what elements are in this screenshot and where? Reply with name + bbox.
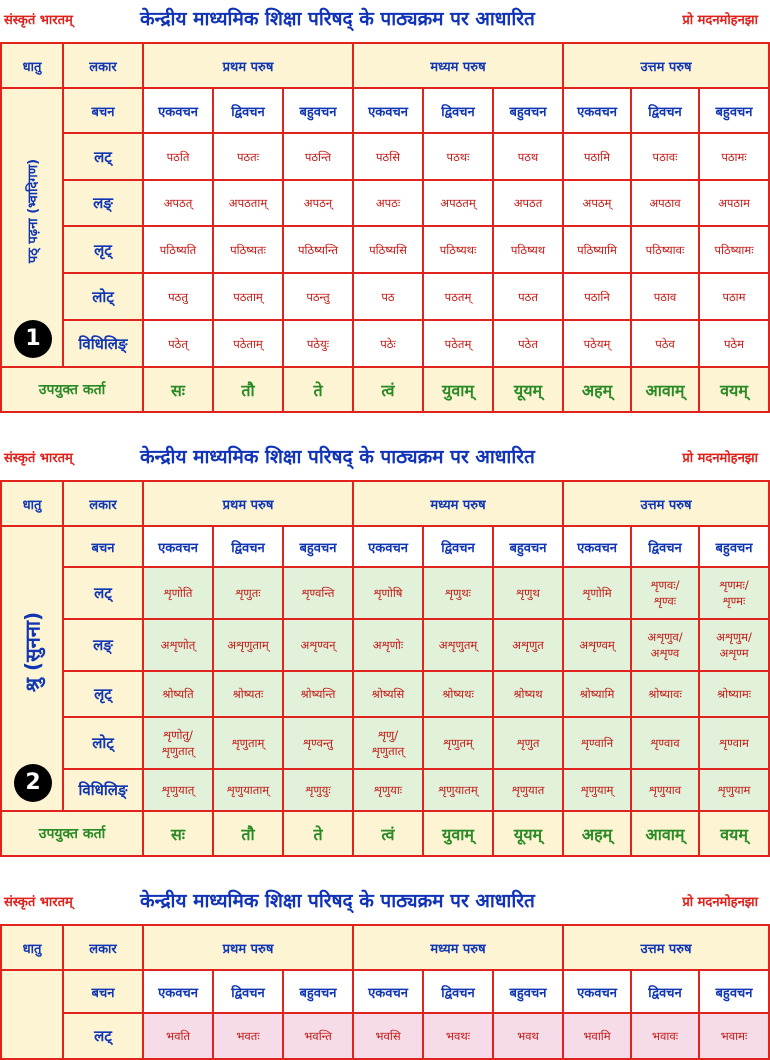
section-3 <box>0 882 768 1060</box>
form-cell: शृणुयाताम् <box>213 769 283 811</box>
form-cell: शृण्वाव <box>631 717 699 769</box>
header-author: प्रो मदनमोहनझा <box>682 895 758 910</box>
form-cell: श्रोष्यति <box>143 671 213 717</box>
lakara-row <box>1 1013 769 1059</box>
vacana-row <box>1 526 769 567</box>
table-number-badge: 2 <box>14 764 52 802</box>
karta-label: उपयुक्त कर्ता <box>1 367 143 412</box>
form-cell: पठेव <box>631 320 699 367</box>
form-cell: शृण्वन्तु <box>283 717 353 769</box>
form-cell: शृणुतम् <box>423 717 493 769</box>
form-cell: पठानि <box>563 273 631 320</box>
form-cell: पठामि <box>563 133 631 180</box>
conjugation-table-2 <box>0 480 770 857</box>
lakara-row <box>1 133 769 180</box>
form-cell: शृणोति <box>143 567 213 619</box>
form-cell: पठेम <box>699 320 769 367</box>
form-cell: पठन्तु <box>283 273 353 320</box>
form-cell: शृणुतः <box>213 567 283 619</box>
form-cell: श्रोष्यामः <box>699 671 769 717</box>
vacana-bahu: बहुवचन <box>699 88 769 133</box>
vacana-eka: एकवचन <box>353 88 423 133</box>
form-cell: पठथः <box>423 133 493 180</box>
purusha-header-row <box>1 925 769 970</box>
vacana-bahu: बहुवचन <box>493 970 563 1013</box>
form-cell: शृणमः/ शृण्मः <box>699 567 769 619</box>
karta-cell: ते <box>283 367 353 412</box>
form-cell: शृण्वाम <box>699 717 769 769</box>
prathama-purusha-header: प्रथम परुष <box>143 925 353 970</box>
vacana-bahu: बहुवचन <box>699 970 769 1013</box>
vacana-dvi: द्विवचन <box>631 970 699 1013</box>
form-cell: पठेः <box>353 320 423 367</box>
karta-cell: तौ <box>213 811 283 856</box>
vacana-dvi: द्विवचन <box>423 970 493 1013</box>
lakara-label: लोट् <box>63 273 143 320</box>
page-header <box>0 0 768 42</box>
form-cell: अपठः <box>353 180 423 226</box>
form-cell: पठेतम् <box>423 320 493 367</box>
karta-row <box>1 367 769 412</box>
page-header <box>0 438 768 480</box>
form-cell: अशृण्वन् <box>283 619 353 671</box>
header-left-title: संस्कृतं भारतम् <box>4 451 73 466</box>
form-cell: शृणोतु/ शृणुतात् <box>143 717 213 769</box>
form-cell: अशृणुम/ अशृण्म <box>699 619 769 671</box>
lakara-row <box>1 671 769 717</box>
purusha-header-row <box>1 481 769 526</box>
lakara-row <box>1 717 769 769</box>
vacana-dvi: द्विवचन <box>423 88 493 133</box>
vacana-bahu: बहुवचन <box>283 88 353 133</box>
lakara-row <box>1 619 769 671</box>
karta-cell: वयम् <box>699 811 769 856</box>
karta-cell: आवाम् <box>631 367 699 412</box>
form-cell: भवसि <box>353 1013 423 1059</box>
lakara-label: लङ् <box>63 619 143 671</box>
form-cell: पठति <box>143 133 213 180</box>
form-cell: पठामः <box>699 133 769 180</box>
form-cell: श्रोष्यन्ति <box>283 671 353 717</box>
vacana-dvi: द्विवचन <box>213 526 283 567</box>
form-cell: पठसि <box>353 133 423 180</box>
form-cell: शृणुथः <box>423 567 493 619</box>
form-cell: शृणुयात <box>493 769 563 811</box>
dhatu-header: धातु <box>1 925 63 970</box>
lakara-label: लृट् <box>63 671 143 717</box>
karta-cell: तौ <box>213 367 283 412</box>
karta-cell: आवाम् <box>631 811 699 856</box>
conjugation-table-1 <box>0 42 770 413</box>
form-cell: पठिष्यावः <box>631 226 699 273</box>
lakara-row <box>1 320 769 367</box>
form-cell: शृणुयाम <box>699 769 769 811</box>
lakara-row <box>1 769 769 811</box>
karta-label: उपयुक्त कर्ता <box>1 811 143 856</box>
header-left-title: संस्कृतं भारतम् <box>4 13 73 28</box>
vacana-dvi: द्विवचन <box>213 88 283 133</box>
form-cell: पठेत् <box>143 320 213 367</box>
form-cell: भवावः <box>631 1013 699 1059</box>
form-cell: अशृणुत <box>493 619 563 671</box>
form-cell: शृणुयातम् <box>423 769 493 811</box>
form-cell: शृणुयुः <box>283 769 353 811</box>
vacana-bahu: बहुवचन <box>283 970 353 1013</box>
conjugation-table-3 <box>0 924 770 1060</box>
form-cell: शृणवः/ शृण्वः <box>631 567 699 619</box>
karta-cell: सः <box>143 367 213 412</box>
uttama-purusha-header: उत्तम परुष <box>563 43 769 88</box>
vacana-eka: एकवचन <box>563 88 631 133</box>
dhatu-label: पठ् पढ़ना (भ्वादिगण) <box>26 158 41 263</box>
madhyama-purusha-header: मध्यम परुष <box>353 481 563 526</box>
vacana-bahu: बहुवचन <box>283 526 353 567</box>
form-cell: पठत <box>493 273 563 320</box>
karta-cell: त्वं <box>353 811 423 856</box>
form-cell: अपठत् <box>143 180 213 226</box>
prathama-purusha-header: प्रथम परुष <box>143 481 353 526</box>
form-cell: श्रोष्यथ <box>493 671 563 717</box>
form-cell: भवामि <box>563 1013 631 1059</box>
karta-cell: अहम् <box>563 811 631 856</box>
form-cell: शृणुथ <box>493 567 563 619</box>
purusha-header-row <box>1 43 769 88</box>
form-cell: पठिष्यसि <box>353 226 423 273</box>
table-number-badge: 1 <box>14 320 52 358</box>
form-cell: भवथः <box>423 1013 493 1059</box>
form-cell: पठेत <box>493 320 563 367</box>
vacana-eka: एकवचन <box>563 526 631 567</box>
vacana-dvi: द्विवचन <box>631 88 699 133</box>
lakara-label: लृट् <box>63 226 143 273</box>
form-cell: अशृणुताम् <box>213 619 283 671</box>
lakara-label: विधिलिङ् <box>63 320 143 367</box>
form-cell: अशृणुतम् <box>423 619 493 671</box>
madhyama-purusha-header: मध्यम परुष <box>353 43 563 88</box>
karta-cell: यूयम् <box>493 811 563 856</box>
vacana-eka: एकवचन <box>143 526 213 567</box>
header-center-title: केन्द्रीय माध्यमिक शिक्षा परिषद् के पाठ्यक्रम पर आधारित <box>140 446 535 468</box>
header-center-title: केन्द्रीय माध्यमिक शिक्षा परिषद् के पाठ्यक्रम पर आधारित <box>140 8 535 30</box>
dhatu-header: धातु <box>1 43 63 88</box>
uttama-purusha-header: उत्तम परुष <box>563 925 769 970</box>
form-cell: पठिष्यथः <box>423 226 493 273</box>
form-cell: पठिष्यामि <box>563 226 631 273</box>
vacana-bahu: बहुवचन <box>699 526 769 567</box>
lakara-row <box>1 273 769 320</box>
karta-cell: वयम् <box>699 367 769 412</box>
header-author: प्रो मदनमोहनझा <box>682 451 758 466</box>
header-center-title: केन्द्रीय माध्यमिक शिक्षा परिषद् के पाठ्यक्रम पर आधारित <box>140 890 535 912</box>
form-cell: अशृण्वम् <box>563 619 631 671</box>
form-cell: श्रोष्यावः <box>631 671 699 717</box>
vacana-label: बचन <box>63 970 143 1013</box>
vacana-dvi: द्विवचन <box>423 526 493 567</box>
form-cell: अपठतम् <box>423 180 493 226</box>
form-cell: भवामः <box>699 1013 769 1059</box>
form-cell: पठतु <box>143 273 213 320</box>
vacana-eka: एकवचन <box>563 970 631 1013</box>
karta-cell: यूयम् <box>493 367 563 412</box>
form-cell: पठतम् <box>423 273 493 320</box>
form-cell: भवथ <box>493 1013 563 1059</box>
form-cell: शृणुयात् <box>143 769 213 811</box>
form-cell: अपठाम <box>699 180 769 226</box>
form-cell: पठेयम् <box>563 320 631 367</box>
form-cell: श्रोष्यामि <box>563 671 631 717</box>
page-header <box>0 882 768 924</box>
vacana-label: बचन <box>63 526 143 567</box>
form-cell: अपठाव <box>631 180 699 226</box>
form-cell: शृणुयाः <box>353 769 423 811</box>
lakara-label: लट् <box>63 1013 143 1059</box>
vacana-eka: एकवचन <box>143 88 213 133</box>
lakara-header: लकार <box>63 481 143 526</box>
karta-cell: त्वं <box>353 367 423 412</box>
karta-row <box>1 811 769 856</box>
form-cell: शृणोमि <box>563 567 631 619</box>
karta-cell: सः <box>143 811 213 856</box>
form-cell: अशृणोः <box>353 619 423 671</box>
form-cell: शृण्वानि <box>563 717 631 769</box>
lakara-row <box>1 180 769 226</box>
lakara-label: लट् <box>63 133 143 180</box>
vacana-eka: एकवचन <box>143 970 213 1013</box>
form-cell: पठावः <box>631 133 699 180</box>
header-left-title: संस्कृतं भारतम् <box>4 895 73 910</box>
vacana-bahu: बहुवचन <box>493 526 563 567</box>
header-author: प्रो मदनमोहनझा <box>682 13 758 28</box>
dhatu-label: श्रु (सुनना) <box>20 611 45 692</box>
form-cell: पठाव <box>631 273 699 320</box>
karta-cell: युवाम् <box>423 811 493 856</box>
form-cell: अशृणुव/ अशृण्व <box>631 619 699 671</box>
form-cell: अपठत <box>493 180 563 226</box>
dhatu-cell <box>1 526 63 811</box>
form-cell: अपठम् <box>563 180 631 226</box>
vacana-bahu: बहुवचन <box>493 88 563 133</box>
vacana-dvi: द्विवचन <box>631 526 699 567</box>
dhatu-cell <box>1 970 63 1059</box>
dhatu-cell <box>1 88 63 367</box>
form-cell: पठिष्यति <box>143 226 213 273</box>
form-cell: शृणुत <box>493 717 563 769</box>
lakara-row <box>1 226 769 273</box>
karta-cell: ते <box>283 811 353 856</box>
karta-cell: अहम् <box>563 367 631 412</box>
form-cell: पठेताम् <box>213 320 283 367</box>
form-cell: श्रोष्यथः <box>423 671 493 717</box>
form-cell: अशृणोत् <box>143 619 213 671</box>
vacana-dvi: द्विवचन <box>213 970 283 1013</box>
form-cell: शृणुताम् <box>213 717 283 769</box>
form-cell: शृणु/ शृणुतात् <box>353 717 423 769</box>
form-cell: शृणुयाव <box>631 769 699 811</box>
section-2 <box>0 438 768 857</box>
form-cell: पठ <box>353 273 423 320</box>
form-cell: पठिष्यामः <box>699 226 769 273</box>
lakara-label: विधिलिङ् <box>63 769 143 811</box>
lakara-header: लकार <box>63 925 143 970</box>
form-cell: पठिष्यतः <box>213 226 283 273</box>
vacana-row <box>1 88 769 133</box>
form-cell: श्रोष्यतः <box>213 671 283 717</box>
lakara-label: लङ् <box>63 180 143 226</box>
form-cell: अपठताम् <box>213 180 283 226</box>
form-cell: पठाम <box>699 273 769 320</box>
lakara-row <box>1 567 769 619</box>
form-cell: शृणोषि <box>353 567 423 619</box>
madhyama-purusha-header: मध्यम परुष <box>353 925 563 970</box>
vacana-eka: एकवचन <box>353 970 423 1013</box>
form-cell: पठेयुः <box>283 320 353 367</box>
lakara-label: लट् <box>63 567 143 619</box>
vacana-label: बचन <box>63 88 143 133</box>
form-cell: श्रोष्यसि <box>353 671 423 717</box>
karta-cell: युवाम् <box>423 367 493 412</box>
form-cell: शृण्वन्ति <box>283 567 353 619</box>
section-1 <box>0 0 768 413</box>
form-cell: पठताम् <box>213 273 283 320</box>
prathama-purusha-header: प्रथम परुष <box>143 43 353 88</box>
form-cell: भवति <box>143 1013 213 1059</box>
form-cell: शृणुयाम् <box>563 769 631 811</box>
vacana-row <box>1 970 769 1013</box>
vacana-eka: एकवचन <box>353 526 423 567</box>
form-cell: भवन्ति <box>283 1013 353 1059</box>
form-cell: पठन्ति <box>283 133 353 180</box>
uttama-purusha-header: उत्तम परुष <box>563 481 769 526</box>
form-cell: पठथ <box>493 133 563 180</box>
form-cell: पठतः <box>213 133 283 180</box>
form-cell: भवतः <box>213 1013 283 1059</box>
lakara-label: लोट् <box>63 717 143 769</box>
form-cell: पठिष्यन्ति <box>283 226 353 273</box>
dhatu-header: धातु <box>1 481 63 526</box>
lakara-header: लकार <box>63 43 143 88</box>
form-cell: पठिष्यथ <box>493 226 563 273</box>
form-cell: अपठन् <box>283 180 353 226</box>
